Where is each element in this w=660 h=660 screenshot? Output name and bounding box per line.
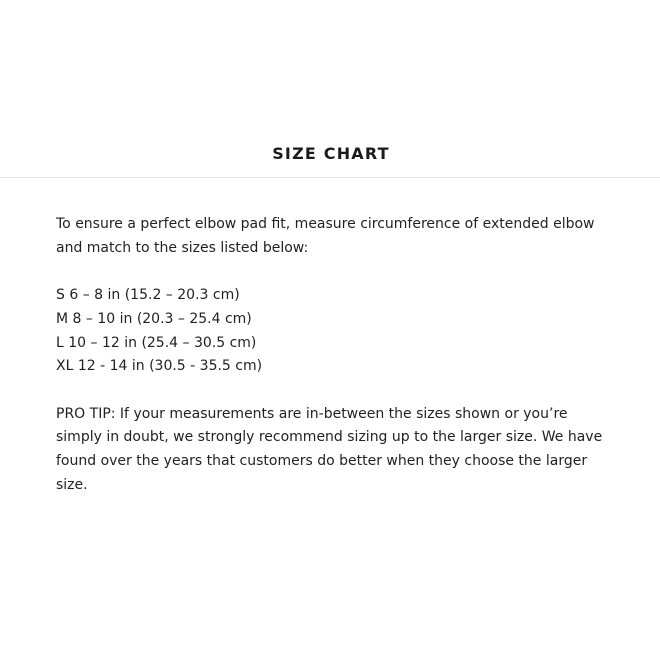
size-list	[56, 284, 616, 379]
pro-tip-line-1: PRO TIP: If your measurements are in-between the sizes shown or you’re	[56, 405, 568, 422]
page-title: SIZE CHART	[272, 144, 390, 163]
intro-line-2: and match to the sizes listed below:	[56, 239, 309, 256]
intro-line-1: To ensure a perfect elbow pad fit, measure circumference of extended elbow	[56, 216, 595, 232]
spacer	[56, 260, 616, 284]
size-item-l: L 10 – 12 in (25.4 – 30.5 cm)	[56, 334, 257, 351]
pro-tip-line-3: found over the years that customers do better when they choose the larger	[56, 453, 588, 469]
size-item-xl: XL 12 - 14 in (30.5 - 35.5 cm)	[56, 358, 263, 375]
size-item-s: S 6 – 8 in (15.2 – 20.3 cm)	[56, 287, 240, 304]
intro-text	[56, 213, 616, 260]
size-chart-content	[56, 213, 616, 497]
pro-tip-text	[56, 403, 616, 498]
size-chart-header	[0, 0, 660, 178]
size-item-m: M 8 – 10 in (20.3 – 25.4 cm)	[56, 310, 252, 327]
pro-tip-line-2: simply in doubt, we strongly recommend sizing up to the larger size. We have	[56, 429, 603, 446]
pro-tip-line-4: size.	[56, 476, 88, 493]
spacer	[56, 379, 616, 403]
